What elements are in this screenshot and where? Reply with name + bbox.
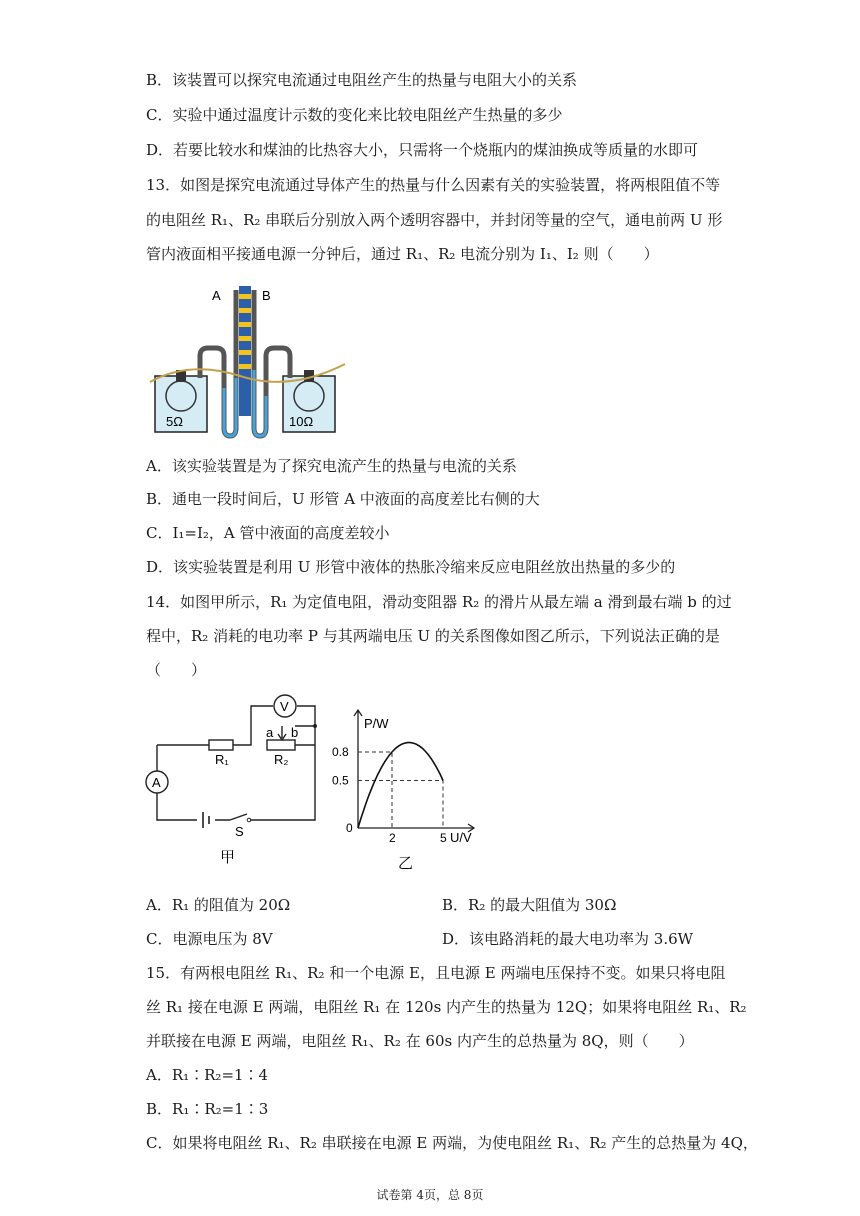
r2-label: R₂: [274, 752, 289, 767]
slider-arrow-icon: [278, 726, 286, 740]
resistor-r1: [209, 740, 233, 750]
tube-label-a: A: [212, 288, 221, 303]
y-tick-label: 0.8: [332, 745, 349, 759]
q15-option-a: A．R₁∶R₂=1∶4: [146, 1066, 269, 1084]
x-tick-label: 5: [440, 831, 447, 845]
q12-option-d: D．若要比较水和煤油的比热容大小，只需将一个烧瓶内的煤油换成等质量的水即可: [146, 141, 699, 159]
q14-option-b: B．R₂ 的最大阻值为 30Ω: [442, 896, 617, 914]
q14-stem-line2: 程中，R₂ 消耗的电功率 P 与其两端电压 U 的关系图像如图乙所示，下列说法正确的是: [146, 627, 720, 645]
y-axis: [354, 710, 362, 828]
voltmeter-label: V: [280, 699, 289, 714]
q12-option-b: B．该装置可以探究电流通过电阻丝产生的热量与电阻大小的关系: [146, 71, 578, 89]
q13-option-c: C．I₁=I₂，A 管中液面的高度差较小: [146, 524, 390, 542]
tube-label-b: B: [262, 288, 271, 303]
ammeter-label: A: [152, 775, 161, 790]
origin-label: 0: [346, 821, 353, 835]
q13-option-b: B．通电一段时间后，U 形管 A 中液面的高度差比右侧的大: [146, 490, 540, 508]
q12-option-c: C．实验中通过温度计示数的变化来比较电阻丝产生热量的多少: [146, 106, 563, 124]
q14-option-a: A．R₁ 的阻值为 20Ω: [146, 896, 291, 914]
dashed-guide-0: [358, 752, 392, 828]
q13-stem-line1: 13．如图是探究电流通过导体产生的热量与什么因素有关的实验装置，将两根阻值不等: [146, 176, 721, 194]
q13-option-a: A．该实验装置是为了探究电流产生的热量与电流的关系: [146, 457, 517, 475]
rheostat-r2: [267, 740, 295, 750]
q14-option-d: D．该电路消耗的最大电功率为 3.6W: [442, 930, 694, 948]
q13-option-d: D．该实验装置是利用 U 形管中液体的热胀冷缩来反应电阻丝放出热量的多少的: [146, 558, 676, 576]
r2-end-b: b: [291, 725, 299, 740]
q13-stem-line3: 管内液面相平接通电源一分钟后，通过 R₁、R₂ 电流分别为 I₁、I₂ 则（ ）: [146, 245, 659, 263]
circuit-caption: 甲: [220, 848, 236, 866]
q13-stem-line2: 的电阻丝 R₁、R₂ 串联后分别放入两个透明容器中，并封闭等量的空气，通电前两 U 形: [146, 211, 723, 229]
y-axis-label: P/W: [364, 716, 389, 731]
page-footer: 试卷第 4页，总 8页: [376, 1188, 484, 1202]
q15-option-c: C．如果将电阻丝 R₁、R₂ 串联接在电源 E 两端，为使电阻丝 R₁、R₂ 产生的总热量为 4Q，: [146, 1134, 758, 1152]
q15-option-b: B．R₁∶R₂=1∶3: [146, 1100, 269, 1118]
q15-stem-line1: 15．有两根电阻丝 R₁、R₂ 和一个电源 E，且电源 E 两端电压保持不变。如果只将电阻: [146, 964, 726, 982]
q13-apparatus-figure: [150, 278, 350, 438]
graph-caption: 乙: [398, 854, 414, 872]
q15-stem-line3: 并联接在电源 E 两端，电阻丝 R₁、R₂ 在 60s 内产生的总热量为 8Q，则（ ）: [146, 1032, 694, 1050]
dashed-guide-1: [358, 781, 443, 829]
q15-stem-line2: 丝 R₁ 接在电源 E 两端，电阻丝 R₁ 在 120s 内产生的热量为 12Q；如果将电阻丝 R₁、R₂: [146, 998, 747, 1016]
x-tick-label: 2: [389, 831, 396, 845]
series-line-p-u: [358, 743, 443, 829]
q14-option-c: C．电源电压为 8V: [146, 930, 273, 948]
right-resistor-label: 10Ω: [289, 414, 314, 429]
battery-icon: [203, 812, 209, 828]
left-resistor-label: 5Ω: [166, 414, 183, 429]
r2-end-a: a: [266, 725, 274, 740]
q14-circuit-diagram: [145, 690, 335, 875]
switch-label: S: [235, 824, 244, 839]
q14-stem-line3: （ ）: [146, 661, 207, 679]
q14-stem-line1: 14．如图甲所示，R₁ 为定值电阻，滑动变阻器 R₂ 的滑片从最左端 a 滑到最右端 b 的过: [146, 593, 732, 611]
r1-label: R₁: [215, 752, 229, 767]
switch-icon: [230, 814, 247, 820]
x-axis-label: U/V: [450, 830, 472, 845]
q14-pu-graph: [330, 700, 480, 875]
y-tick-label: 0.5: [332, 773, 349, 788]
